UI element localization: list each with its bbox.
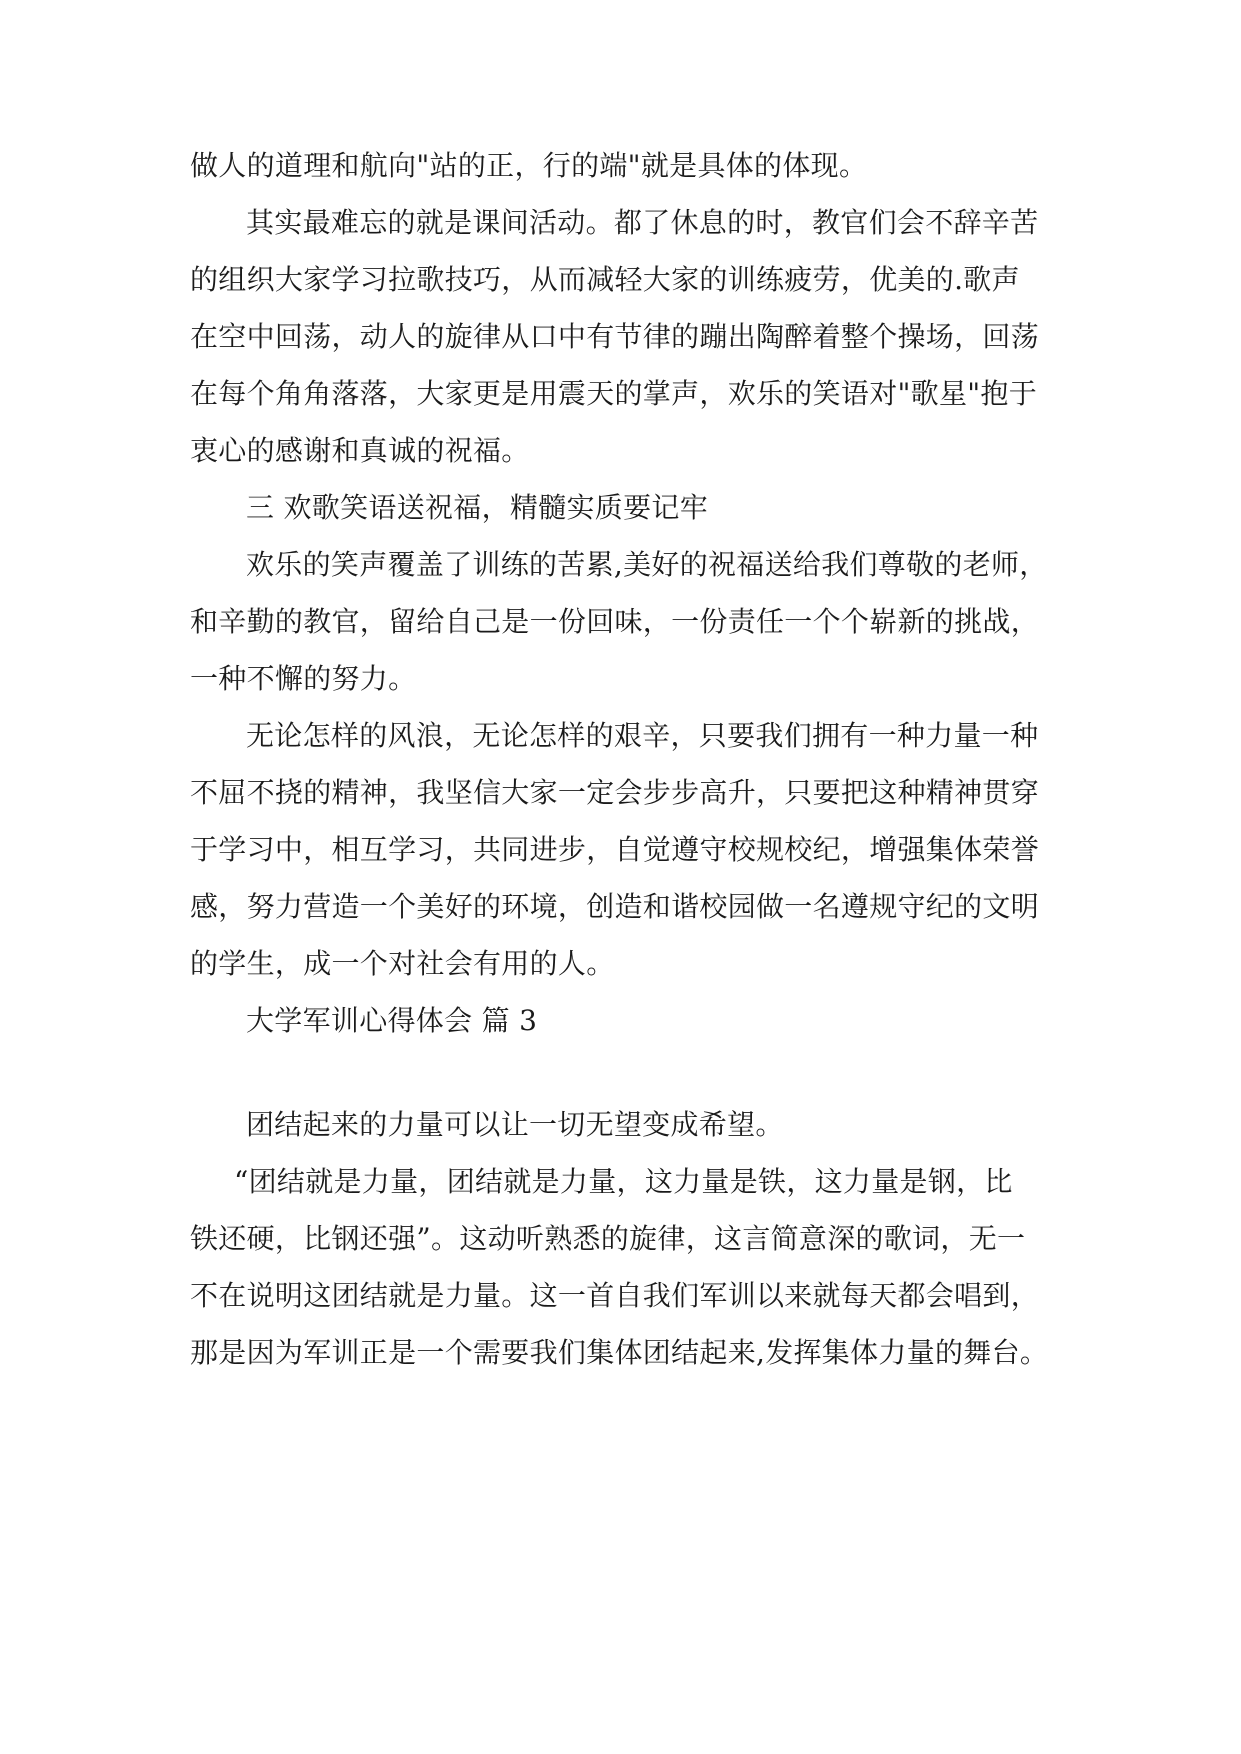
text-line: 的学生，成一个对社会有用的人。	[190, 947, 615, 980]
article-title: 大学军训心得体会 篇 3	[246, 1004, 538, 1037]
text-line: 一种不懈的努力。	[190, 662, 417, 695]
text-line: 铁还硬，比钢还强”。这动听熟悉的旋律，这言简意深的歌词，无一	[190, 1222, 1026, 1255]
text-line: 在空中回荡，动人的旋律从口中有节律的蹦出陶醉着整个操场，回荡	[190, 320, 1040, 353]
text-line: 不屈不挠的精神，我坚信大家一定会步步高升，只要把这种精神贯穿	[190, 776, 1040, 809]
text-line: 的组织大家学习拉歌技巧，从而减轻大家的训练疲劳，优美的.歌声	[190, 263, 1020, 296]
text-line: 不在说明这团结就是力量。这一首自我们军训以来就每天都会唱到，	[190, 1279, 1040, 1312]
text-line: 于学习中，相互学习，共同进步，自觉遵守校规校纪，增强集体荣誉	[190, 833, 1040, 866]
text-line: 和辛勤的教官，留给自己是一份回味，一份责任一个个崭新的挑战，	[190, 605, 1040, 638]
text-line: 在每个角角落落，大家更是用震天的掌声，欢乐的笑语对"歌星"抱于	[190, 377, 1038, 410]
text-line: 做人的道理和航向"站的正，行的端"就是具体的体现。	[190, 149, 868, 182]
paragraph-start-line: 无论怎样的风浪，无论怎样的艰辛，只要我们拥有一种力量一种	[246, 719, 1039, 752]
text-line: 衷心的感谢和真诚的祝福。	[190, 434, 530, 467]
text-line: 那是因为军训正是一个需要我们集体团结起来,发挥集体力量的舞台。	[190, 1336, 1049, 1369]
section-heading: 三 欢歌笑语送祝福，精髓实质要记牢	[246, 491, 709, 524]
paragraph-start-line: 其实最难忘的就是课间活动。都了休息的时，教官们会不辞辛苦	[246, 206, 1039, 239]
paragraph-start-line: 欢乐的笑声覆盖了训练的苦累,美好的祝福送给我们尊敬的老师，	[246, 548, 1048, 581]
text-line: 感，努力营造一个美好的环境，创造和谐校园做一名遵规守纪的文明	[190, 890, 1040, 923]
paragraph-start-line: 团结起来的力量可以让一切无望变成希望。	[246, 1108, 784, 1141]
paragraph-start-line: “团结就是力量，团结就是力量，这力量是铁，这力量是钢，比	[234, 1165, 1013, 1198]
